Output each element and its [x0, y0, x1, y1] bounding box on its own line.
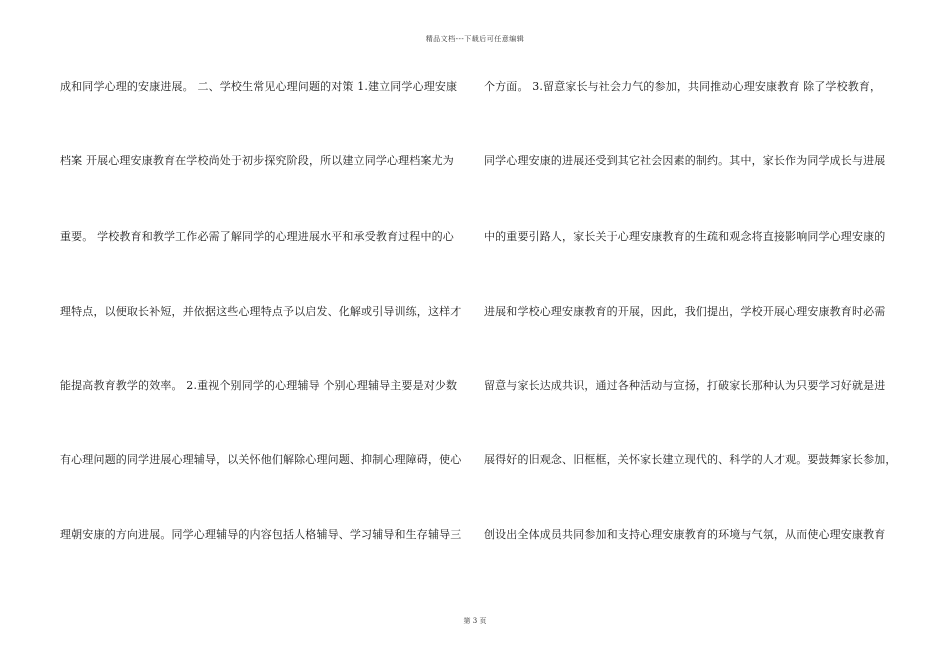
- text-line: 留意与家长达成共识，通过各种活动与宣扬，打破家长那种认为只要学习好就是进: [484, 379, 886, 392]
- text-line: 个方面。 3.留意家长与社会力气的参加，共同推动心理安康教育 除了学校教育，: [484, 80, 882, 93]
- page-number: 第 3 页: [463, 617, 487, 625]
- text-line: 进展和学校心理安康教育的开展，因此，我们提出，学校开展心理安康教育时必需: [484, 305, 886, 318]
- text-line: 能提高教育教学的效率。 2.重视个别同学的心理辅导 个别心理辅导主要是对少数: [60, 379, 458, 392]
- page-header: 精品文档---下载后可任意编辑: [425, 35, 525, 43]
- text-line: 展得好的旧观念、旧框框，关怀家长建立现代的、科学的人才观。要鼓舞家长参加，: [484, 453, 897, 466]
- text-line: 理特点，以便取长补短，并依据这些心理特点予以启发、化解或引导训练，这样才: [60, 305, 462, 318]
- text-line: 有心理问题的同学进展心理辅导，以关怀他们解除心理问题、抑制心理障碍，使心: [60, 453, 462, 466]
- text-line: 理朝安康的方向进展。同学心理辅导的内容包括人格辅导、学习辅导和生存辅导三: [60, 528, 462, 541]
- text-line: 创设出全体成员共同参加和支持心理安康教育的环境与气氛，从而使心理安康教育: [484, 528, 886, 541]
- text-line: 同学心理安康的进展还受到其它社会因素的制约。其中，家长作为同学成长与进展: [484, 154, 886, 167]
- text-line: 档案 开展心理安康教育在学校尚处于初步探究阶段，所以建立同学心理档案尤为: [60, 154, 454, 167]
- text-line: 成和同学心理的安康进展。 二、学校生常见心理问题的对策 1.建立同学心理安康: [60, 80, 458, 93]
- text-line: 重要。 学校教育和教学工作必需了解同学的心理进展水平和承受教育过程中的心: [60, 230, 454, 243]
- text-line: 中的重要引路人，家长关于心理安康教育的生疏和观念将直接影响同学心理安康的: [484, 230, 886, 243]
